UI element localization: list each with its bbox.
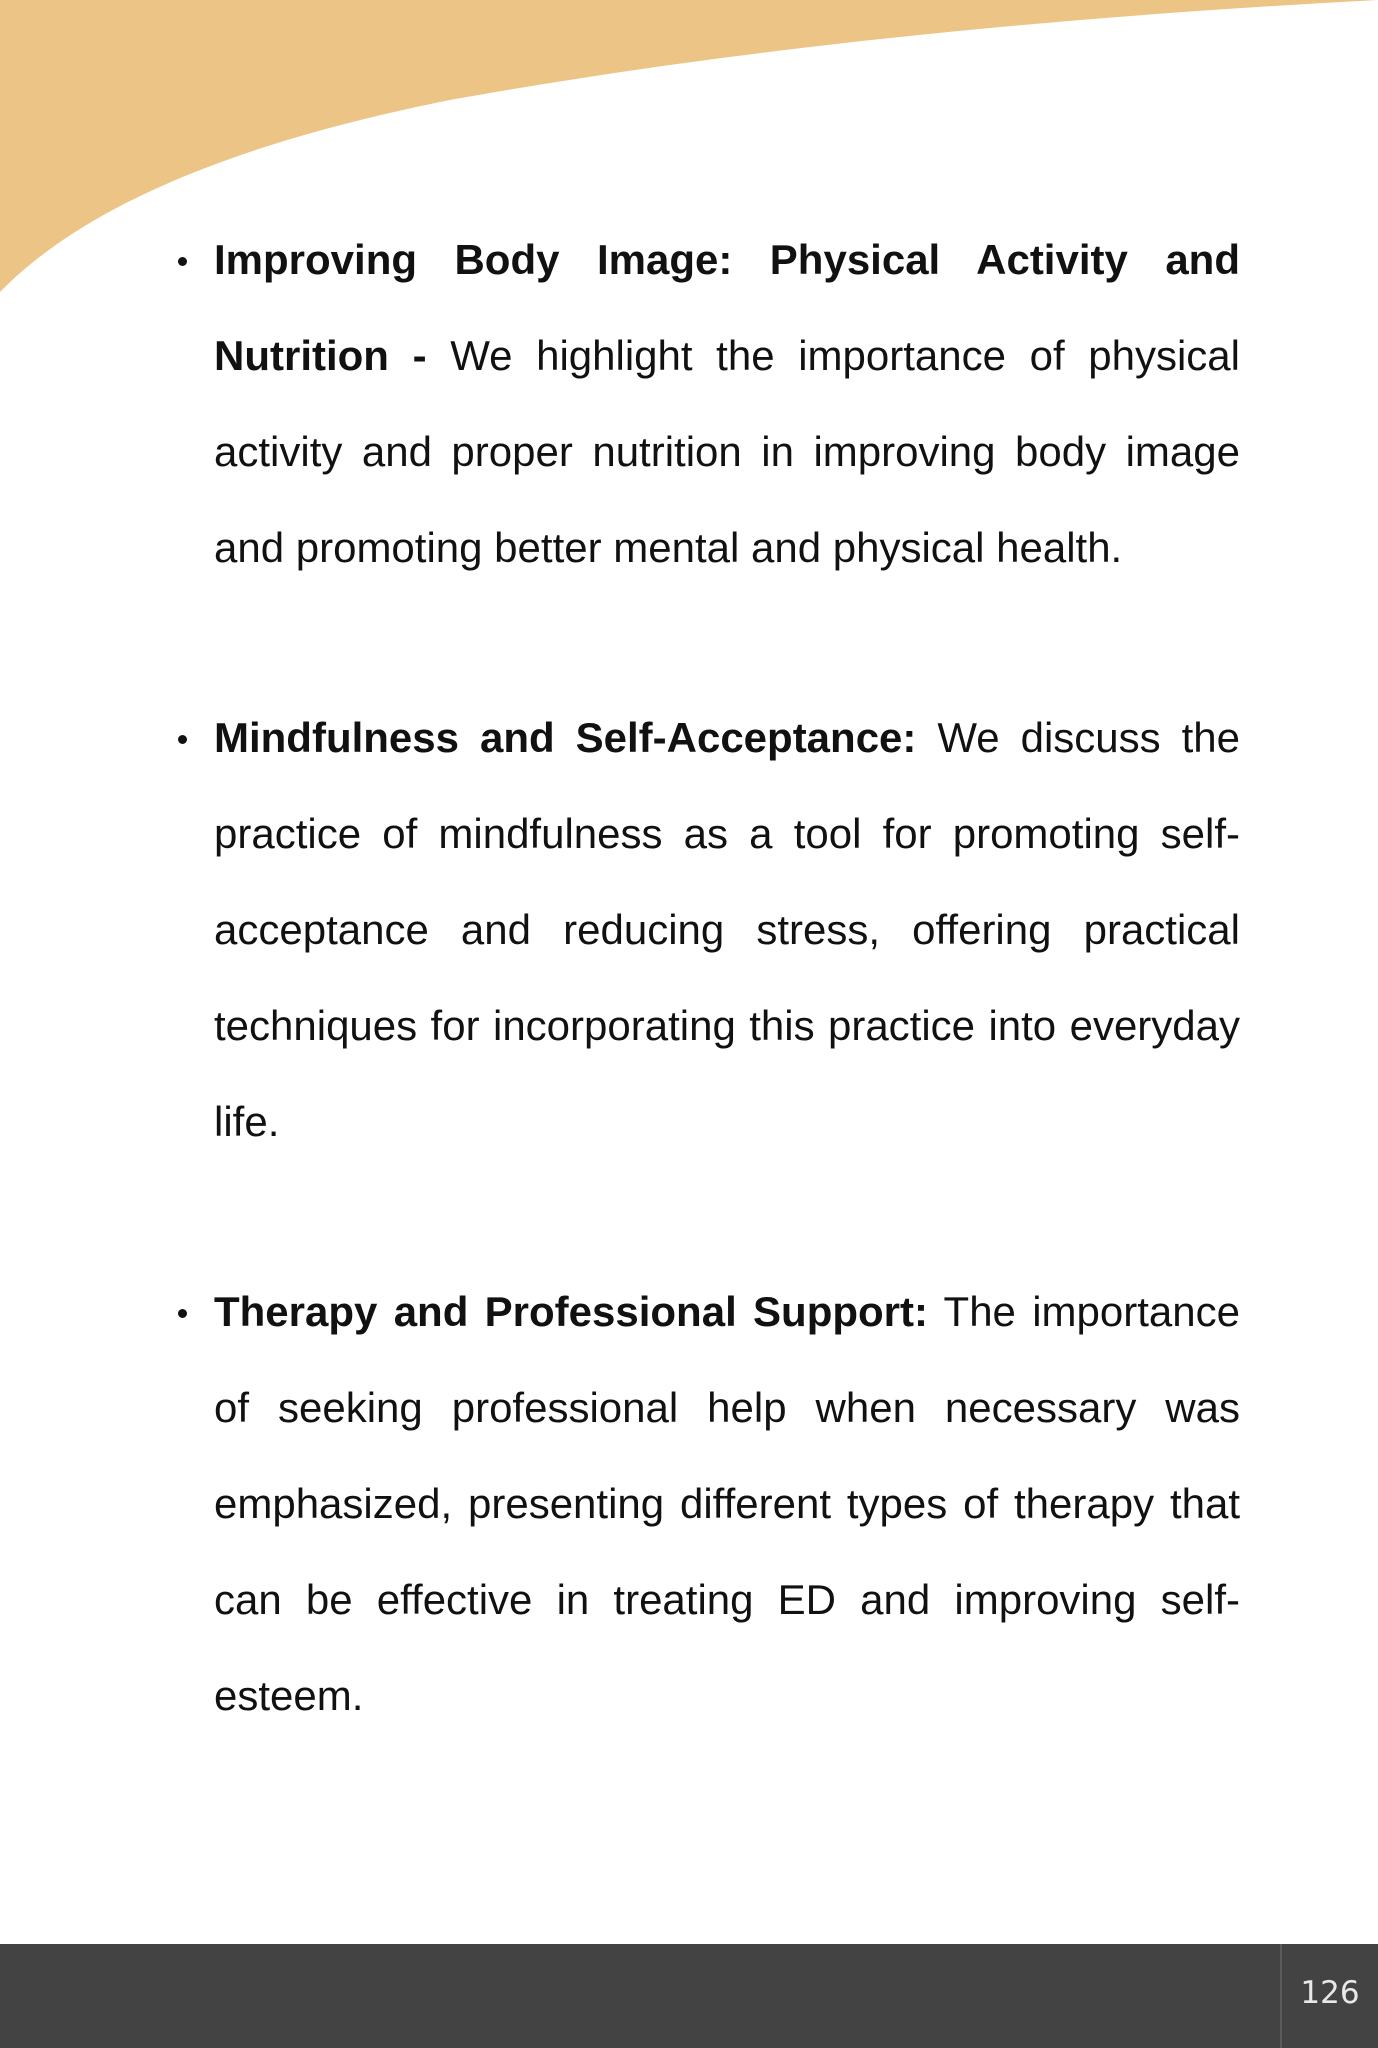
bullet-item-therapy: [174, 1264, 1240, 1744]
bullet-body: We highlight the importance of physical activity and proper nutrition in improving body image and promoting better mental and physical health.: [214, 332, 1241, 571]
footer-bar: [0, 1944, 1378, 2048]
bullet-dot-icon: [178, 1309, 187, 1318]
bullet-item-mindfulness: [174, 690, 1240, 1170]
page-number: 126: [1280, 1944, 1378, 2048]
bullet-list: [174, 212, 1240, 1744]
bullet-dot-icon: [178, 257, 187, 266]
bullet-dot-icon: [178, 735, 187, 744]
bullet-heading: Mindfulness and Self-Acceptance:: [214, 714, 917, 761]
bullet-heading: Therapy and Professional Support:: [214, 1288, 928, 1335]
bullet-heading: Improving Body Image: Physical Activity and Nutrition -: [214, 236, 1240, 379]
bullet-body: The importance of seeking professional help when necessary was emphasized, presenting different types of therapy that can be effective in treating ED and improving self-esteem.: [214, 1288, 1240, 1719]
bullet-item-body-image: [174, 212, 1240, 596]
bullet-body: We discuss the practice of mindfulness as a tool for promoting self-acceptance and reducing stress, offering practical techniques for incorporating this practice into everyday life.: [214, 714, 1240, 1145]
